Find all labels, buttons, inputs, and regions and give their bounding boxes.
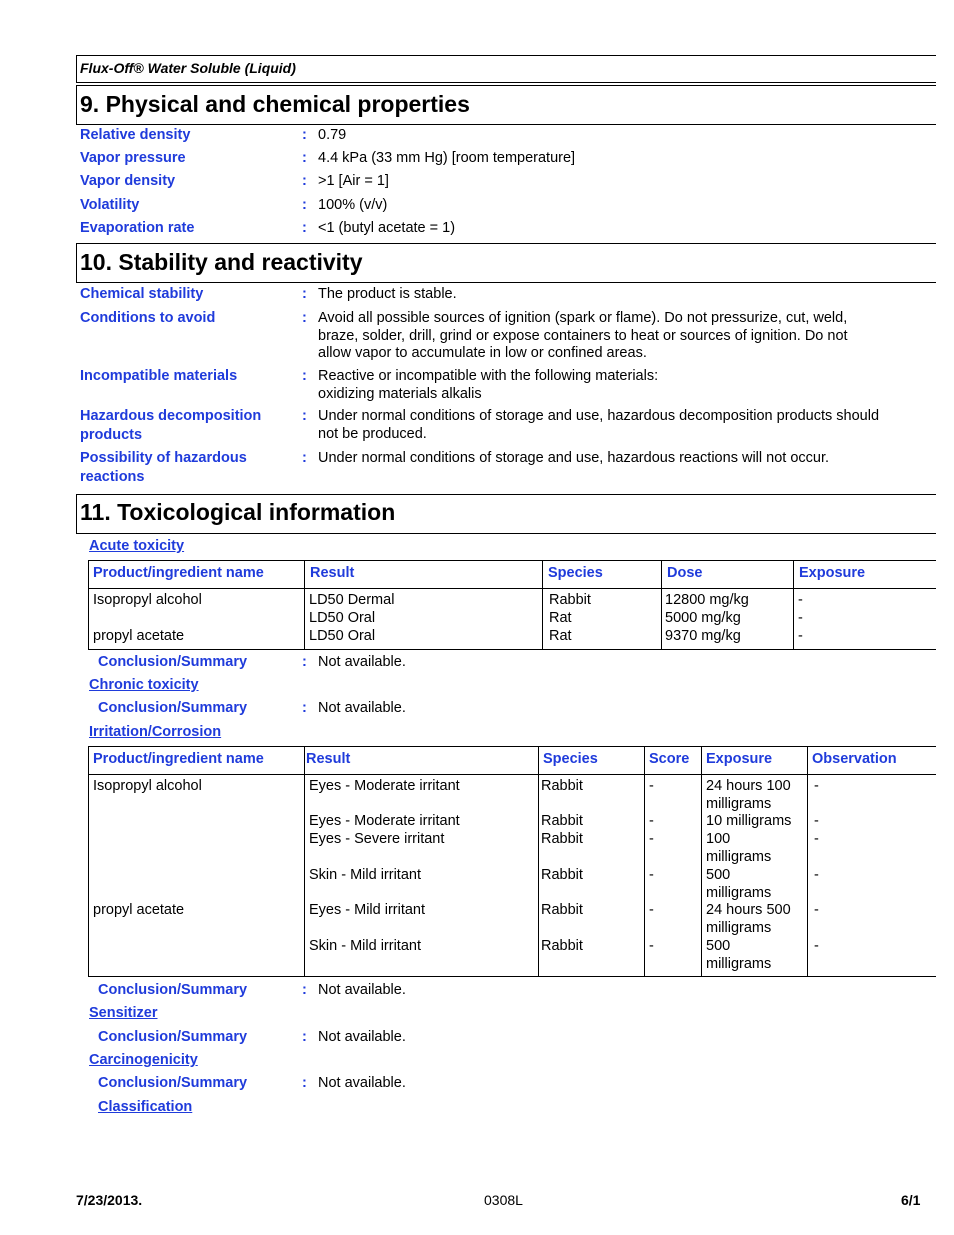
- value-vapor-pressure: 4.4 kPa (33 mm Hg) [room temperature]: [318, 150, 576, 166]
- col-header-species: Species: [543, 751, 598, 767]
- text-line: 100: [706, 831, 731, 847]
- cell: LD50 Oral: [309, 610, 376, 626]
- cell: Isopropyl alcohol: [93, 592, 202, 608]
- value-chronic-conclusion: Not available.: [318, 700, 406, 716]
- table-divider: [304, 560, 305, 650]
- cell: [309, 866, 421, 884]
- text-line: milligrams: [706, 849, 772, 865]
- colon: :: [302, 220, 307, 236]
- cell: 5000 mg/kg: [665, 610, 741, 626]
- cell: [309, 812, 460, 830]
- text-line: braze, solder, drill, grind or expose containers to heat or sources of ignition. Do not: [318, 327, 848, 344]
- section-10-title: 10. Stability and reactivity: [80, 249, 363, 275]
- table-divider: [542, 560, 543, 650]
- text-line: -: [814, 778, 819, 794]
- cell: [706, 937, 771, 973]
- label-chemical-stability: Chemical stability: [80, 286, 204, 302]
- col-header-result: Result: [310, 565, 355, 581]
- col-header-dose: Dose: [667, 565, 703, 581]
- acute-toxicity-link[interactable]: Acute toxicity: [89, 538, 185, 554]
- cell: [649, 937, 654, 955]
- label-conditions-to-avoid: Conditions to avoid: [80, 310, 216, 326]
- cell: Rabbit: [549, 592, 591, 608]
- cell: [309, 777, 460, 795]
- text-line: Eyes - Moderate irritant: [309, 813, 460, 829]
- col-header-result: Result: [306, 751, 351, 767]
- cell: [309, 901, 425, 919]
- value-volatility: 100% (v/v): [318, 197, 388, 213]
- cell: [93, 777, 202, 795]
- colon: :: [302, 700, 307, 716]
- cell: Rat: [549, 610, 572, 626]
- text-line: -: [649, 813, 654, 829]
- colon: :: [302, 450, 307, 466]
- value-irritation-conclusion: Not available.: [318, 982, 406, 998]
- value-vapor-density: >1 [Air = 1]: [318, 173, 389, 189]
- text-line: not be produced.: [318, 425, 427, 442]
- label-line: Hazardous decomposition: [80, 408, 262, 424]
- label-volatility: Volatility: [80, 197, 140, 213]
- value-conditions-to-avoid: [318, 310, 848, 363]
- table-divider: [88, 588, 936, 589]
- cell: [814, 830, 819, 848]
- text-line: 10 milligrams: [706, 813, 792, 829]
- text-line: Eyes - Mild irritant: [309, 902, 426, 918]
- col-header-exposure: Exposure: [799, 565, 866, 581]
- cell: LD50 Dermal: [309, 592, 395, 608]
- section-11-title: 11. Toxicological information: [80, 499, 396, 525]
- col-header-product: Product/ingredient name: [93, 751, 264, 767]
- cell: [541, 777, 583, 795]
- cell: [706, 777, 791, 813]
- value-acute-conclusion: Not available.: [318, 654, 406, 670]
- table-divider: [644, 746, 645, 977]
- cell: [706, 812, 791, 830]
- cell: [706, 830, 771, 866]
- cell: [706, 901, 791, 937]
- cell: Rat: [549, 628, 572, 644]
- sensitizer-link[interactable]: Sensitizer: [89, 1005, 158, 1021]
- text-line: Rabbit: [541, 778, 583, 794]
- text-line: -: [814, 813, 819, 829]
- cell: [814, 937, 819, 955]
- irritation-table: [88, 746, 936, 977]
- label-evaporation-rate: Evaporation rate: [80, 220, 195, 236]
- label-relative-density: Relative density: [80, 127, 191, 143]
- label-vapor-density: Vapor density: [80, 173, 176, 189]
- cell: [309, 830, 444, 848]
- footer-page: 6/1: [901, 1192, 921, 1208]
- cell: LD50 Oral: [309, 628, 376, 644]
- text-line: -: [814, 938, 819, 954]
- footer-code: 0308L: [484, 1192, 523, 1208]
- text-line: Eyes - Moderate irritant: [309, 778, 460, 794]
- text-line: -: [649, 831, 654, 847]
- col-header-product: Product/ingredient name: [93, 565, 264, 581]
- irritation-corrosion-link[interactable]: Irritation/Corrosion: [89, 724, 222, 740]
- cell: 12800 mg/kg: [665, 592, 749, 608]
- colon: :: [302, 197, 307, 213]
- label-line: reactions: [80, 469, 145, 485]
- cell: [541, 812, 583, 830]
- cell: propyl acetate: [93, 628, 185, 644]
- label-irritation-conclusion: Conclusion/Summary: [98, 982, 248, 998]
- text-line: 24 hours 100: [706, 778, 791, 794]
- col-header-observation: Observation: [812, 751, 897, 767]
- carcinogenicity-link[interactable]: Carcinogenicity: [89, 1052, 198, 1068]
- value-carcinogenicity-conclusion: Not available.: [318, 1075, 406, 1091]
- cell: [541, 866, 583, 884]
- text-line: Avoid all possible sources of ignition (spark or flame). Do not pressurize, cut, weld,: [318, 310, 848, 326]
- colon: :: [302, 1075, 307, 1091]
- cell: [649, 812, 654, 830]
- cell: -: [798, 628, 803, 644]
- text-line: Rabbit: [541, 867, 583, 883]
- colon: :: [302, 408, 307, 424]
- cell: [706, 866, 771, 902]
- value-incompatible-materials: [318, 368, 658, 403]
- text-line: 24 hours 500: [706, 902, 791, 918]
- cell: [649, 830, 654, 848]
- col-header-score: Score: [649, 751, 690, 767]
- cell: [649, 777, 654, 795]
- colon: :: [302, 150, 307, 166]
- text-line: milligrams: [706, 920, 772, 936]
- text-line: milligrams: [706, 796, 772, 812]
- label-vapor-pressure: Vapor pressure: [80, 150, 186, 166]
- text-line: Rabbit: [541, 902, 583, 918]
- text-line: milligrams: [706, 956, 772, 972]
- cell: [814, 866, 819, 884]
- text-line: Eyes - Severe irritant: [309, 831, 445, 847]
- table-divider: [88, 774, 936, 775]
- label-carcinogenicity-conclusion: Conclusion/Summary: [98, 1075, 248, 1091]
- colon: :: [302, 654, 307, 670]
- table-divider: [793, 560, 794, 650]
- colon: :: [302, 127, 307, 143]
- colon: :: [302, 982, 307, 998]
- text-line: Rabbit: [541, 813, 583, 829]
- text-line: Skin - Mild irritant: [309, 938, 421, 954]
- table-divider: [701, 746, 702, 977]
- table-divider: [661, 560, 662, 650]
- label-line: Possibility of hazardous: [80, 450, 247, 466]
- text-line: milligrams: [706, 885, 772, 901]
- text-line: Skin - Mild irritant: [309, 867, 421, 883]
- colon: :: [302, 1029, 307, 1045]
- text-line: -: [814, 902, 819, 918]
- text-line: Isopropyl alcohol: [93, 778, 202, 794]
- value-hazardous-decomposition: [318, 408, 879, 443]
- cell: [541, 901, 583, 919]
- text-line: 500: [706, 938, 731, 954]
- cell: [814, 812, 819, 830]
- cell: [541, 830, 583, 848]
- label-hazardous-decomposition: [80, 407, 261, 445]
- footer-date: 7/23/2013.: [76, 1192, 143, 1208]
- text-line: Rabbit: [541, 938, 583, 954]
- text-line: oxidizing materials alkalis: [318, 385, 482, 402]
- col-header-species: Species: [548, 565, 603, 581]
- value-hazardous-reactions: Under normal conditions of storage and use, hazardous reactions will not occur.: [318, 450, 830, 466]
- value-evaporation-rate: <1 (butyl acetate = 1): [318, 220, 456, 236]
- colon: :: [302, 173, 307, 189]
- product-name: Flux-Off® Water Soluble (Liquid): [80, 60, 296, 76]
- text-line: propyl acetate: [93, 902, 185, 918]
- classification-link[interactable]: Classification: [98, 1099, 193, 1115]
- label-line: products: [80, 427, 143, 443]
- value-relative-density: 0.79: [318, 127, 347, 143]
- cell: [309, 937, 421, 955]
- text-line: -: [814, 867, 819, 883]
- cell: [541, 937, 583, 955]
- text-line: allow vapor to accumulate in low or confined areas.: [318, 345, 647, 361]
- text-line: Rabbit: [541, 831, 583, 847]
- colon: :: [302, 368, 307, 384]
- colon: :: [302, 310, 307, 326]
- text-line: Reactive or incompatible with the following materials:: [318, 368, 659, 384]
- label-sensitizer-conclusion: Conclusion/Summary: [98, 1029, 248, 1045]
- cell: -: [798, 610, 803, 626]
- col-header-exposure: Exposure: [706, 751, 773, 767]
- cell: [814, 777, 819, 795]
- cell: -: [798, 592, 803, 608]
- table-divider: [538, 746, 539, 977]
- text-line: -: [649, 778, 654, 794]
- label-incompatible-materials: Incompatible materials: [80, 368, 238, 384]
- cell: 9370 mg/kg: [665, 628, 741, 644]
- cell: [649, 901, 654, 919]
- text-line: -: [649, 938, 654, 954]
- cell: [814, 901, 819, 919]
- label-chronic-conclusion: Conclusion/Summary: [98, 700, 248, 716]
- text-line: Under normal conditions of storage and use, hazardous decomposition products should: [318, 408, 880, 424]
- colon: :: [302, 286, 307, 302]
- section-9-title: 9. Physical and chemical properties: [80, 91, 470, 117]
- text-line: 500: [706, 867, 731, 883]
- table-divider: [807, 746, 808, 977]
- value-chemical-stability: The product is stable.: [318, 286, 457, 302]
- value-sensitizer-conclusion: Not available.: [318, 1029, 406, 1045]
- cell: [649, 866, 654, 884]
- chronic-toxicity-link[interactable]: Chronic toxicity: [89, 677, 199, 693]
- text-line: -: [649, 867, 654, 883]
- text-line: -: [649, 902, 654, 918]
- label-hazardous-reactions: [80, 449, 247, 487]
- text-line: -: [814, 831, 819, 847]
- cell: [93, 901, 184, 919]
- table-divider: [304, 746, 305, 977]
- label-acute-conclusion: Conclusion/Summary: [98, 654, 248, 670]
